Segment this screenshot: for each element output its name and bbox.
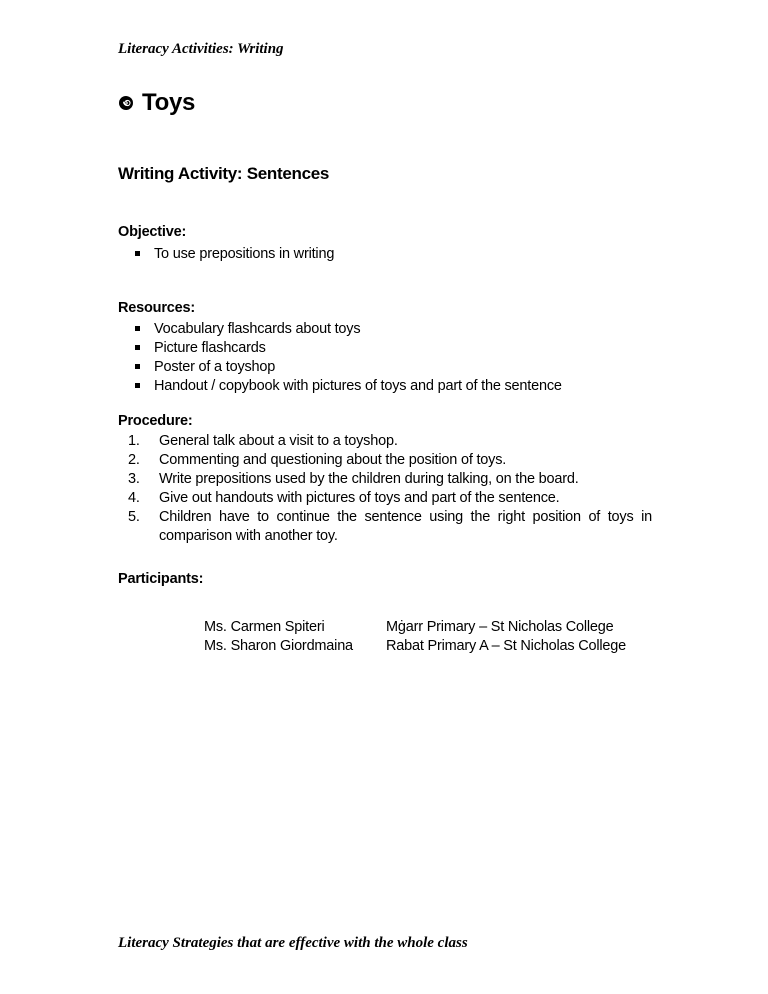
- square-bullet-icon: [135, 251, 140, 256]
- list-item: Handout / copybook with pictures of toys and part of the sentence: [135, 376, 562, 395]
- page-title: Toys: [142, 89, 196, 116]
- list-item: 2. Commenting and questioning about the position of toys.: [128, 452, 507, 468]
- list-item: 1. General talk about a visit to a toyshop.: [128, 433, 398, 449]
- participant-school: Rabat Primary A – St Nicholas College: [386, 637, 627, 654]
- list-item: To use prepositions in writing: [135, 244, 334, 263]
- square-bullet-icon: [135, 383, 140, 388]
- square-bullet-icon: [135, 345, 140, 350]
- square-bullet-icon: [135, 326, 140, 331]
- objective-list: [135, 244, 334, 263]
- list-item: [204, 636, 626, 655]
- activity-subtitle: Writing Activity: Sentences: [118, 164, 330, 183]
- spiral-bullet-icon: [118, 95, 134, 111]
- title-row: [118, 89, 195, 117]
- list-item: Vocabulary flashcards about toys: [135, 319, 562, 338]
- objective-label: Objective:: [118, 224, 187, 240]
- page-header: Literacy Activities: Writing: [118, 41, 284, 57]
- list-item: 5. Children have to continue the sentence using the right position of toys in comparison with another toy.: [128, 509, 652, 544]
- square-bullet-icon: [135, 364, 140, 369]
- resources-list: [135, 319, 562, 395]
- page-footer: Literacy Strategies that are effective with the whole class: [118, 935, 468, 951]
- list-item: 3. Write prepositions used by the children during talking, on the board.: [128, 471, 579, 487]
- list-item: 4. Give out handouts with pictures of toys and part of the sentence.: [128, 490, 560, 506]
- participant-name: Ms. Carmen Spiteri: [204, 618, 325, 635]
- participant-school: Mġarr Primary – St Nicholas College: [386, 618, 614, 635]
- participants-label: Participants:: [118, 571, 204, 587]
- list-item: Poster of a toyshop: [135, 357, 562, 376]
- procedure-label: Procedure:: [118, 413, 193, 429]
- participants-list: [204, 617, 626, 655]
- resources-label: Resources:: [118, 300, 195, 316]
- participant-name: Ms. Sharon Giordmaina: [204, 637, 353, 654]
- procedure-steps: [128, 432, 652, 546]
- list-item: [204, 617, 626, 636]
- list-item: Picture flashcards: [135, 338, 562, 357]
